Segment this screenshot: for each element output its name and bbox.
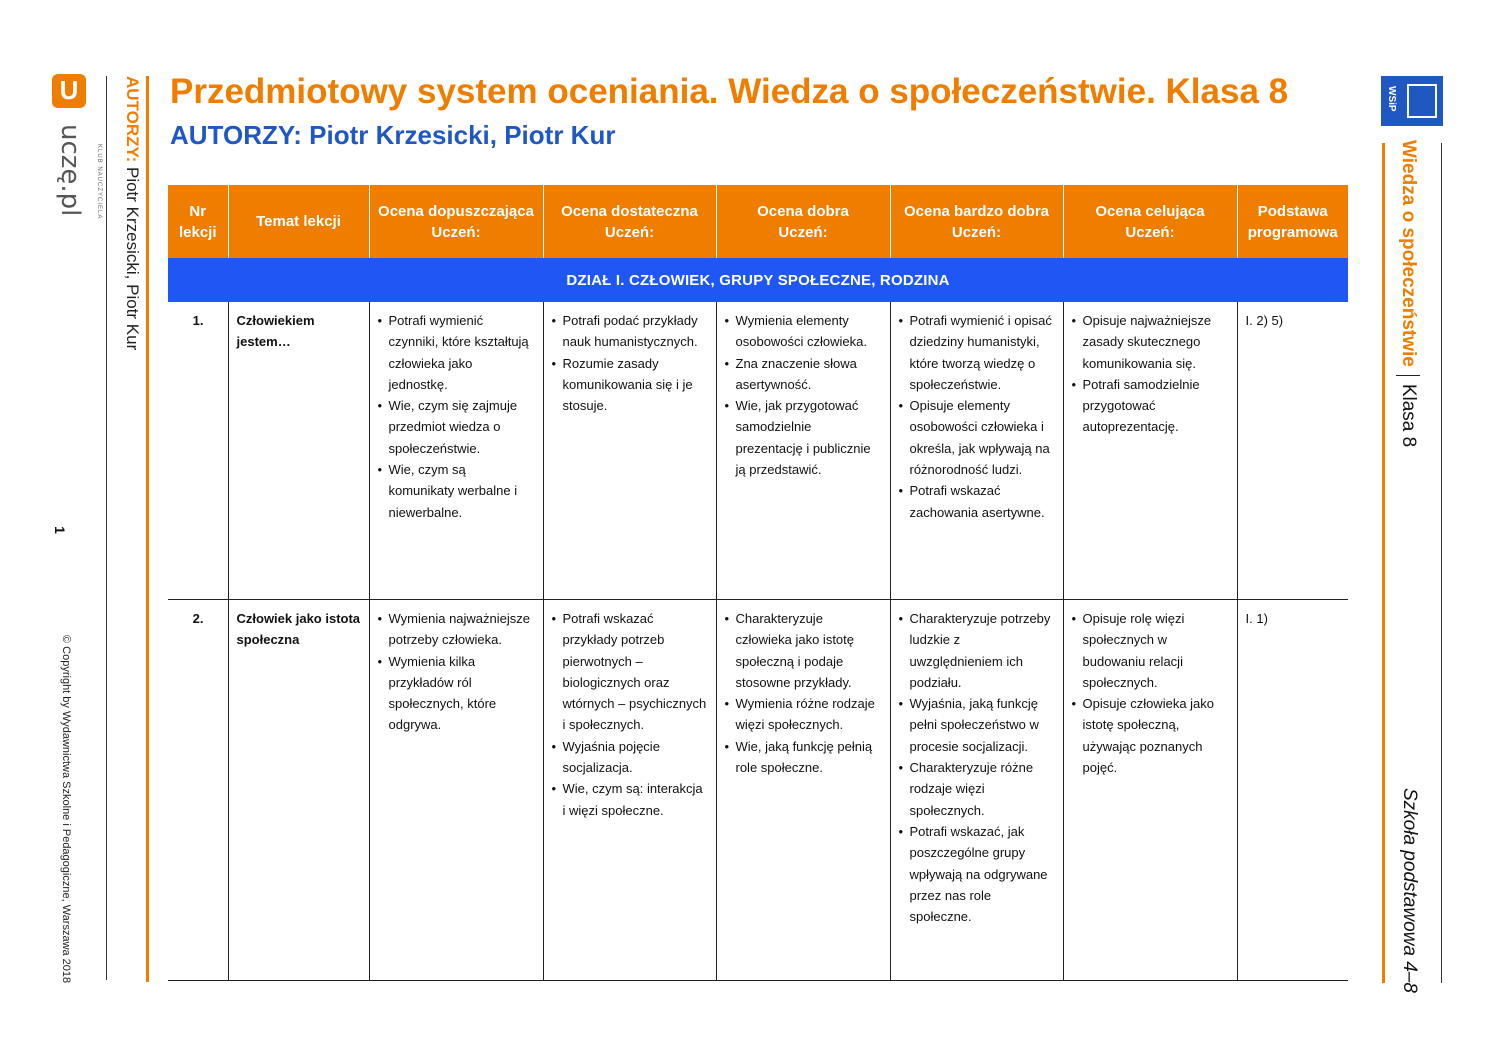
- list-item: • Opisuje najważniejsze zasady skutecznego komunikowania się.: [1072, 310, 1229, 374]
- list-item: • Wymienia różne rodzaje więzi społecznych.: [725, 693, 882, 736]
- list-item: • Potrafi wskazać przykłady potrzeb pierwotnych – biologicznych oraz wtórnych – psychicznych i społecznych.: [552, 608, 708, 736]
- grade-dostateczna: [543, 600, 716, 981]
- header-podstawa: Podstawa programowa: [1237, 185, 1348, 258]
- header-dobra: Ocena dobra Uczeń:: [716, 185, 890, 258]
- list-item: • Wie, jak przygotować samodzielnie prezentację i publicznie ją przedstawić.: [725, 395, 882, 480]
- separator: [1396, 375, 1420, 376]
- logo-mark: U: [52, 74, 86, 108]
- curriculum-basis: I. 2) 5): [1237, 302, 1348, 600]
- side-authors-names: Piotr Krzesicki, Piotr Kur: [123, 162, 142, 351]
- page-subtitle: AUTORZY: Piotr Krzesicki, Piotr Kur: [170, 120, 616, 150]
- list-item: • Opisuje człowieka jako istotę społeczną, używając poznanych pojęć.: [1072, 693, 1229, 778]
- wsip-logo-mark: [1407, 84, 1437, 118]
- grade-name: Klasa 8: [1397, 383, 1419, 448]
- left-divider: [106, 76, 107, 980]
- section-title: DZIAŁ I. CZŁOWIEK, GRUPY SPOŁECZNE, RODZINA: [168, 258, 1348, 302]
- grade-dopuszczajaca: [369, 302, 543, 600]
- list-item: • Charakteryzuje różne rodzaje więzi społecznych.: [899, 757, 1055, 821]
- lesson-number: 1.: [168, 302, 228, 600]
- table-header-row: [168, 185, 1348, 258]
- logo-wordmark: uczę.pl: [55, 124, 85, 217]
- list-item: • Potrafi wskazać zachowania asertywne.: [899, 480, 1055, 523]
- side-authors: [122, 76, 142, 350]
- list-item: • Wie, czym się zajmuje przedmiot wiedza o społeczeństwie.: [378, 395, 535, 459]
- list-item: • Potrafi podać przykłady nauk humanistycznych.: [552, 310, 708, 353]
- wsip-logo: [1381, 76, 1443, 126]
- list-item: • Wie, czym są komunikaty werbalne i niewerbalne.: [378, 459, 535, 523]
- grade-celujaca: [1063, 302, 1237, 600]
- header-dostateczna: Ocena dostateczna Uczeń:: [543, 185, 716, 258]
- left-accent-line: [146, 76, 149, 982]
- header-dopuszczajaca: Ocena dopuszczająca Uczeń:: [369, 185, 543, 258]
- copyright: © Copyright by Wydawnictwa Szkolne i Pedagogiczne, Warszawa 2018: [60, 635, 72, 984]
- list-item: • Potrafi wymienić czynniki, które kształtują człowieka jako jednostkę.: [378, 310, 535, 395]
- right-subject: [1396, 140, 1420, 447]
- list-item: • Wymienia najważniejsze potrzeby człowieka.: [378, 608, 535, 651]
- grade-dobra: [716, 600, 890, 981]
- list-item: • Wymienia elementy osobowości człowieka.: [725, 310, 882, 353]
- list-item: • Rozumie zasady komunikowania się i je stosuje.: [552, 353, 708, 417]
- table-row: [168, 302, 1348, 600]
- list-item: • Opisuje rolę więzi społecznych w budowaniu relacji społecznych.: [1072, 608, 1229, 693]
- right-divider: [1441, 143, 1442, 983]
- school-level: Szkoła podstawowa 4–8: [1399, 788, 1420, 993]
- list-item: • Charakteryzuje potrzeby ludzkie z uwzględnieniem ich podziału.: [899, 608, 1055, 693]
- side-authors-label: AUTORZY:: [123, 76, 142, 163]
- list-item: • Wie, jaką funkcję pełnią role społeczne.: [725, 736, 882, 779]
- header-nr: Nr lekcji: [168, 185, 228, 258]
- list-item: • Wyjaśnia, jaką funkcję pełni społeczeństwo w procesie socjalizacji.: [899, 693, 1055, 757]
- list-item: • Wyjaśnia pojęcie socjalizacja.: [552, 736, 708, 779]
- grade-dopuszczajaca: [369, 600, 543, 981]
- ucze-logo: [48, 74, 102, 220]
- list-item: • Wymienia kilka przykładów ról społecznych, które odgrywa.: [378, 651, 535, 736]
- curriculum-basis: I. 1): [1237, 600, 1348, 981]
- right-accent-line: [1382, 143, 1385, 983]
- lesson-topic: Człowiekiem jestem…: [228, 302, 369, 600]
- lesson-topic: Człowiek jako istota społeczna: [228, 600, 369, 981]
- list-item: • Wie, czym są: interakcja i więzi społeczne.: [552, 778, 708, 821]
- grade-bardzo-dobra: [890, 302, 1063, 600]
- list-item: • Potrafi wskazać, jak poszczególne grupy wpływają na odgrywane przez nas role społeczne.: [899, 821, 1055, 927]
- header-bardzo-dobra: Ocena bardzo dobra Uczeń:: [890, 185, 1063, 258]
- grading-table: [168, 185, 1348, 981]
- grade-bardzo-dobra: [890, 600, 1063, 981]
- header-celujaca: Ocena celująca Uczeń:: [1063, 185, 1237, 258]
- lesson-number: 2.: [168, 600, 228, 981]
- section-row: [168, 258, 1348, 302]
- list-item: • Potrafi wymienić i opisać dziedziny humanistyki, które tworzą wiedzę o społeczeństwie.: [899, 310, 1055, 395]
- list-item: • Zna znaczenie słowa asertywność.: [725, 353, 882, 396]
- list-item: • Opisuje elementy osobowości człowieka i określa, jak wpływają na różnorodność ludzi.: [899, 395, 1055, 480]
- subject-name: Wiedza o społeczeństwie: [1397, 140, 1419, 367]
- page-title: Przedmiotowy system oceniania. Wiedza o społeczeństwie. Klasa 8: [170, 72, 1289, 111]
- list-item: • Charakteryzuje człowieka jako istotę społeczną i podaje stosowne przykłady.: [725, 608, 882, 693]
- wsip-logo-text: WSiP: [1386, 86, 1397, 112]
- table-row: [168, 600, 1348, 981]
- grade-dobra: [716, 302, 890, 600]
- page-number: 1: [51, 526, 68, 534]
- list-item: • Potrafi samodzielnie przygotować autoprezentację.: [1072, 374, 1229, 438]
- logo-tagline: KLUB NAUCZYCIELA: [96, 144, 102, 220]
- header-topic: Temat lekcji: [228, 185, 369, 258]
- grade-dostateczna: [543, 302, 716, 600]
- grade-celujaca: [1063, 600, 1237, 981]
